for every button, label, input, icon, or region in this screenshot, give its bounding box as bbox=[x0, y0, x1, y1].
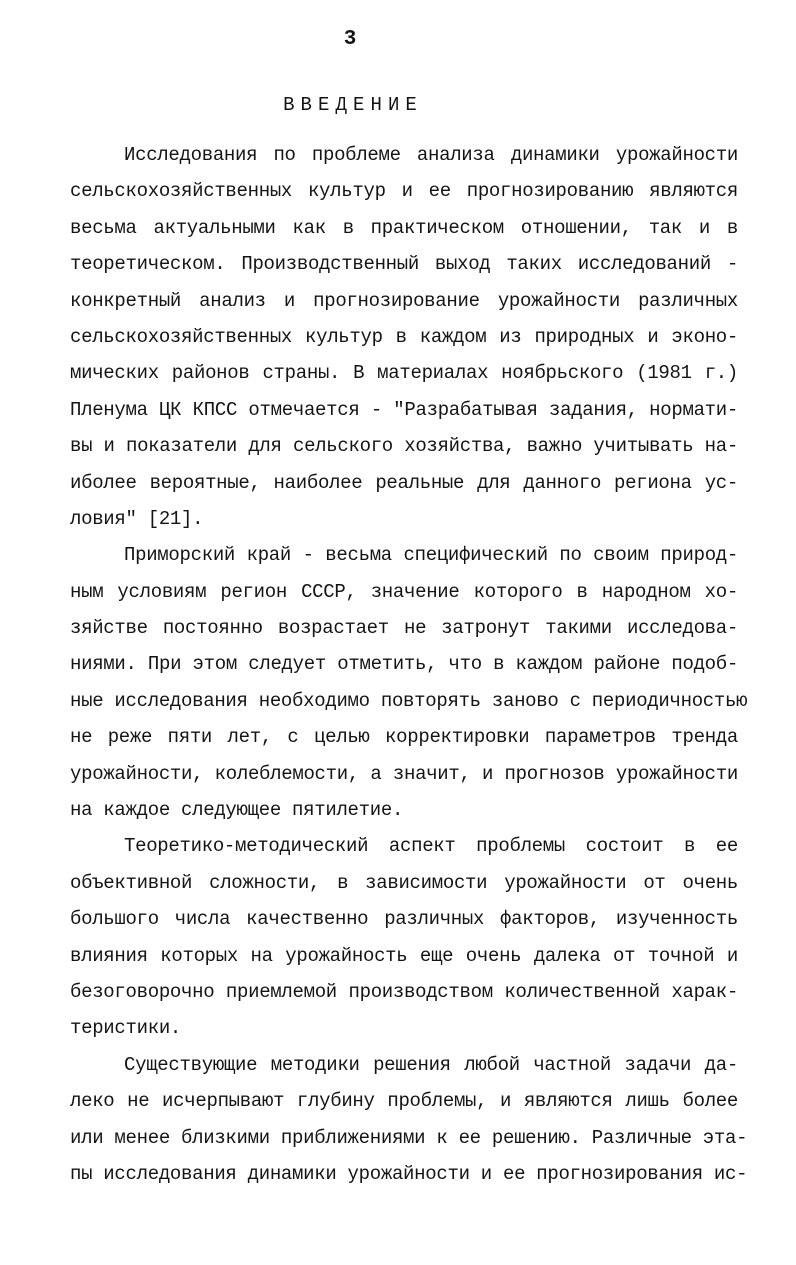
text-line: влияния которых на урожайность еще очень далека от точной и bbox=[70, 944, 738, 967]
text-line: Приморский край - весьма специфический по своим природ- bbox=[124, 544, 738, 567]
text-line: вы и показатели для сельского хозяйства, важно учитывать на- bbox=[70, 435, 738, 458]
text-line: леко не исчерпывают глубину проблемы, и являются лишь более bbox=[70, 1090, 738, 1113]
text-line: безоговорочно приемлемой производством количественной харак- bbox=[70, 980, 738, 1003]
text-line: теристики. bbox=[70, 1017, 182, 1040]
text-line: ниями. При этом следует отметить, что в каждом районе подоб- bbox=[70, 653, 738, 676]
text-line: иболее вероятные, наиболее реальные для данного региона ус- bbox=[70, 471, 738, 494]
text-line: Пленума ЦК КПСС отмечается - "Разрабатывая задания, нормати- bbox=[70, 398, 738, 421]
paragraph-4 bbox=[70, 1047, 748, 1193]
paragraph-2 bbox=[70, 537, 748, 828]
text-line: большого числа качественно различных факторов, изученность bbox=[70, 908, 738, 931]
text-line: мических районов страны. В материалах ноябрьского (1981 г.) bbox=[70, 362, 738, 385]
body-text bbox=[70, 137, 748, 1192]
text-line: не реже пяти лет, с целью корректировки параметров тренда bbox=[70, 726, 738, 749]
text-line: весьма актуальными как в практическом отношении, так и в bbox=[70, 216, 738, 239]
text-line: объективной сложности, в зависимости урожайности от очень bbox=[70, 871, 738, 894]
text-line: Теоретико-методический аспект проблемы состоит в ее bbox=[124, 835, 738, 858]
text-line: урожайности, колеблемости, а значит, и прогнозов урожайности bbox=[70, 762, 738, 785]
text-line: сельскохозяйственных культур в каждом из природных и эконо- bbox=[70, 325, 738, 348]
text-line: ные исследования необходимо повторять заново с периодичностью bbox=[70, 689, 748, 712]
text-line: ным условиям регион СССР, значение которого в народном хо- bbox=[70, 580, 738, 603]
text-line: Исследования по проблеме анализа динамики урожайности bbox=[124, 144, 738, 166]
text-line: зяйстве постоянно возрастает не затронут такими исследова- bbox=[70, 617, 738, 640]
paragraph-1 bbox=[70, 137, 738, 537]
page-number: 3 bbox=[343, 28, 357, 51]
text-line: ловия" [21]. bbox=[70, 507, 204, 530]
text-line: теоретическом. Производственный выход таких исследований - bbox=[70, 253, 738, 276]
text-line: сельскохозяйственных культур и ее прогнозированию являются bbox=[70, 180, 738, 203]
text-line: на каждое следующее пятилетие. bbox=[70, 799, 404, 822]
section-heading: ВВЕДЕНИЕ bbox=[283, 94, 423, 116]
text-line: Существующие методики решения любой частной задачи да- bbox=[124, 1053, 738, 1076]
text-line: пы исследования динамики урожайности и ее прогнозирования ис- bbox=[70, 1162, 748, 1185]
text-line: конкретный анализ и прогнозирование урожайности различных bbox=[70, 289, 738, 312]
paragraph-3 bbox=[70, 828, 738, 1046]
text-line: или менее близкими приближениями к ее решению. Различные эта- bbox=[70, 1126, 748, 1149]
